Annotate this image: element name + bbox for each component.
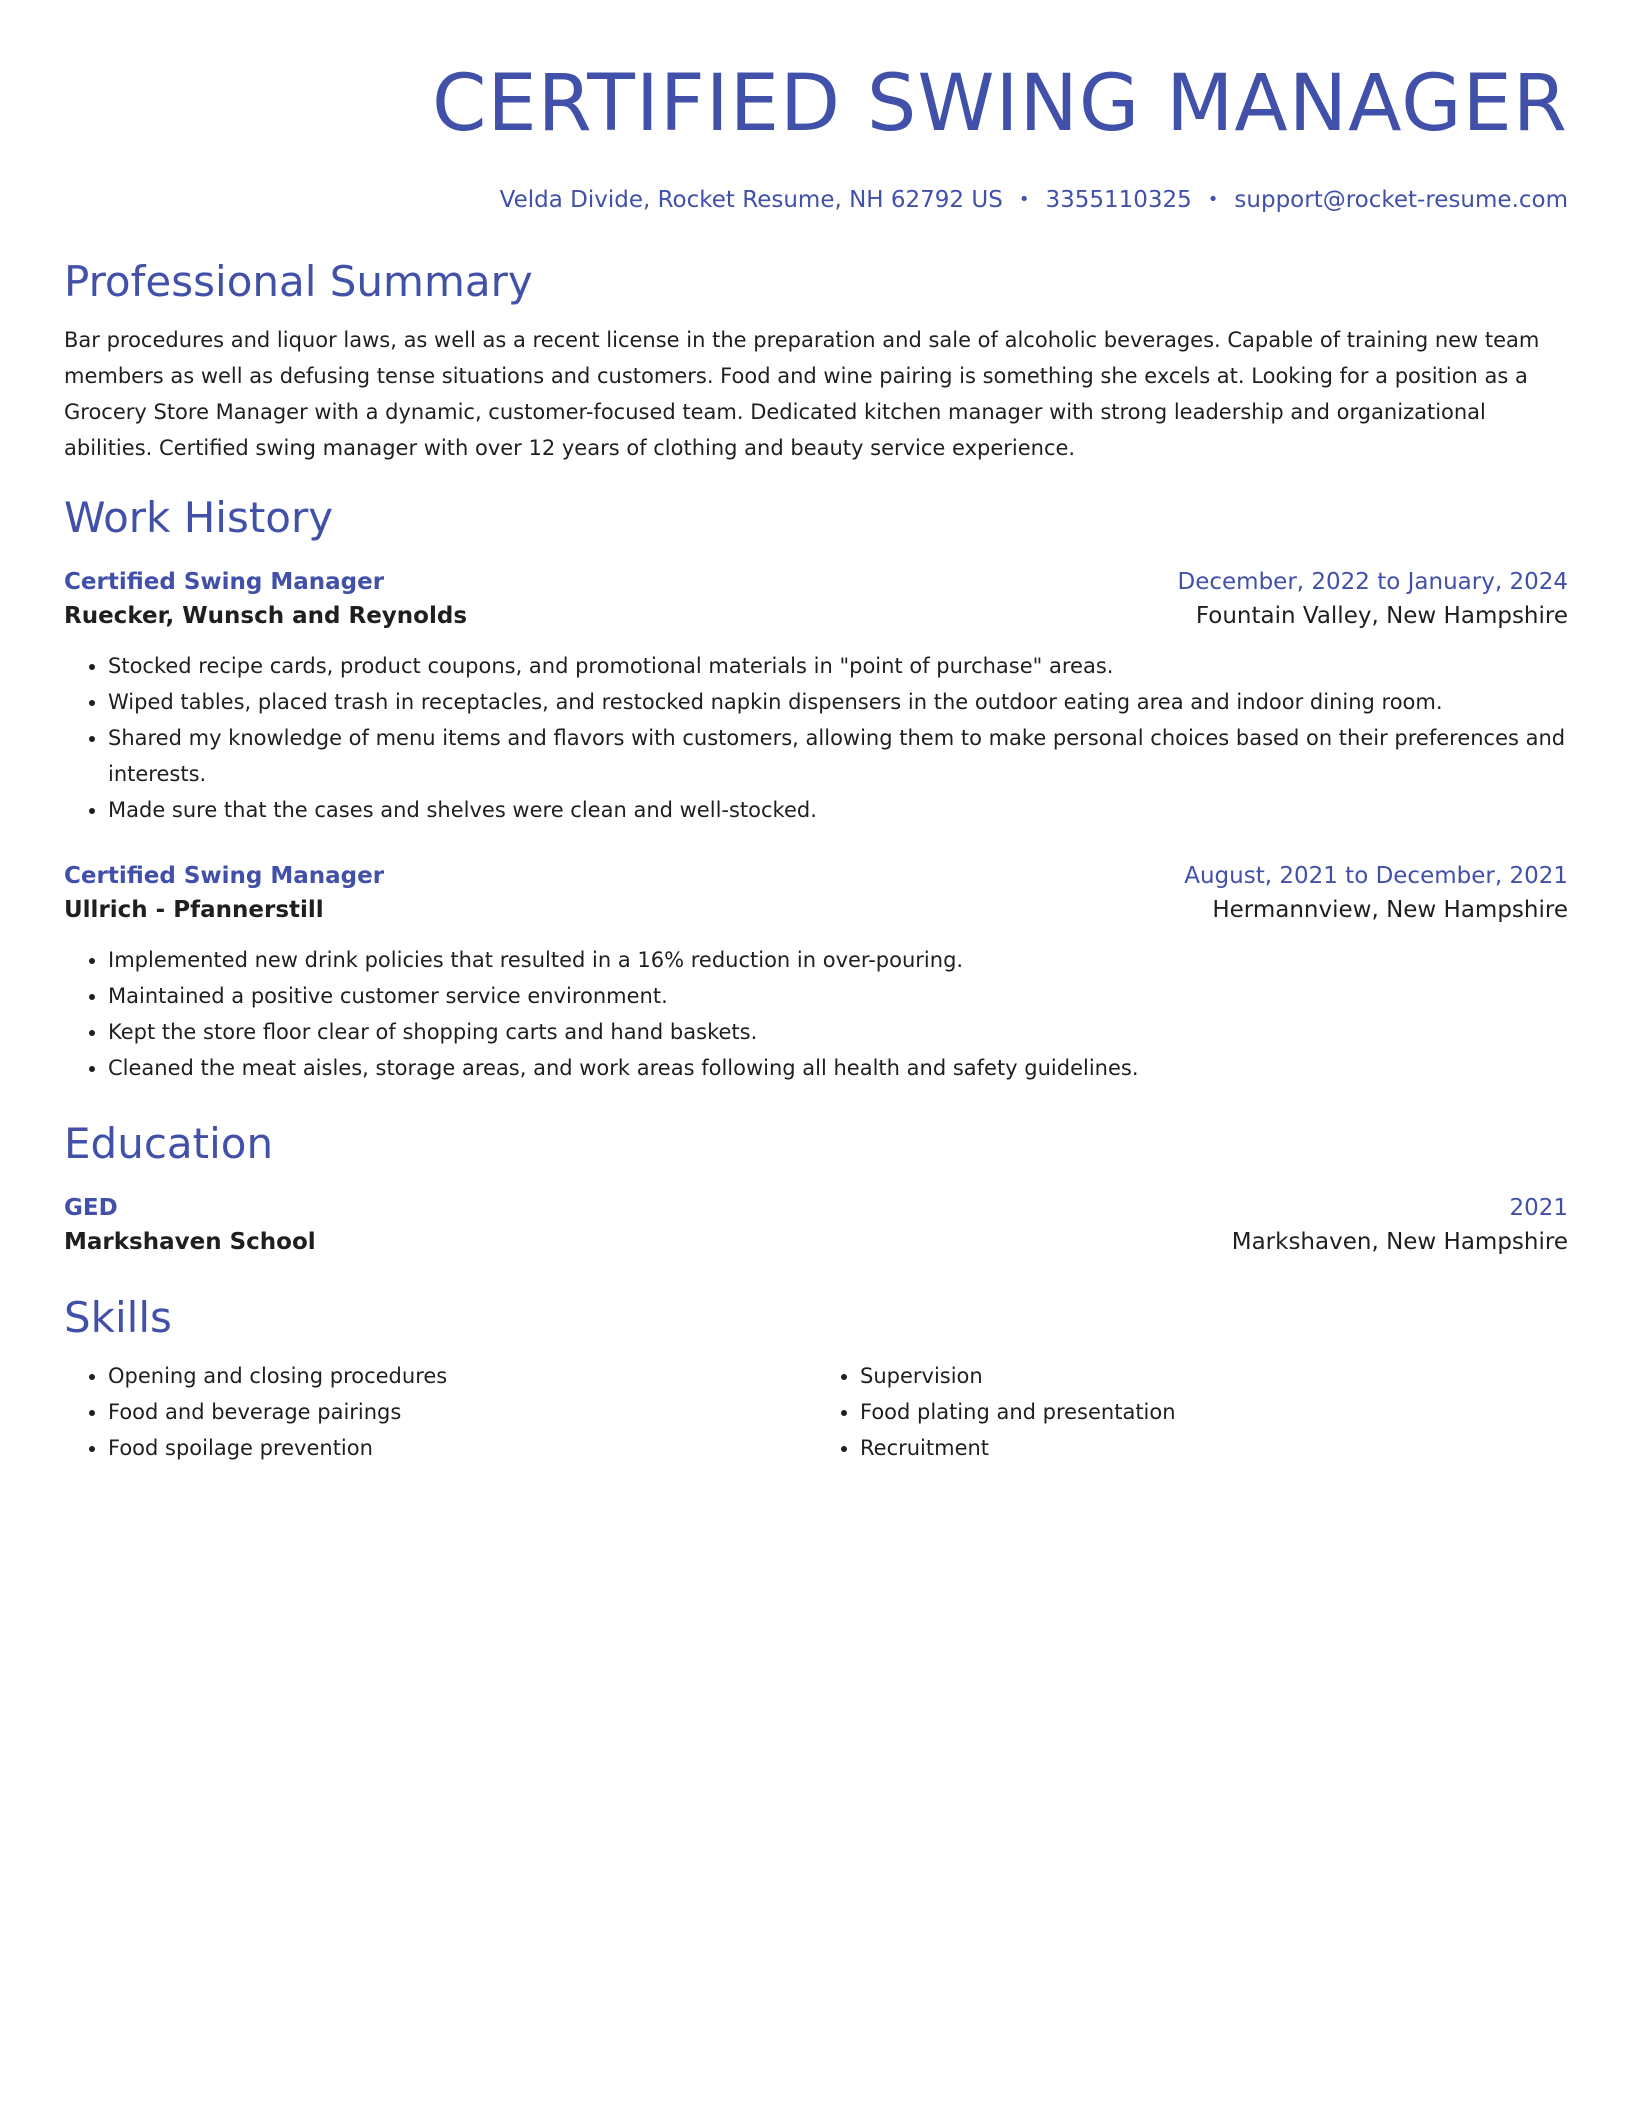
education-school-row (64, 1224, 1568, 1260)
skill-item: • Opening and closing procedures (108, 1358, 816, 1394)
contact-email[interactable]: support@rocket-resume.com (1234, 187, 1568, 213)
contact-address: Velda Divide, Rocket Resume, NH 62792 US (499, 187, 1003, 213)
skills-column-left (64, 1358, 816, 1466)
section-title-work-history: Work History (64, 493, 334, 542)
job-company-row (64, 598, 1568, 634)
contact-phone: 3355110325 (1045, 187, 1192, 213)
job-bullet: • Implemented new drink policies that resulted in a 16% reduction in over-pouring. (108, 942, 1568, 978)
education-year: 2021 (1509, 1195, 1568, 1221)
education-location: Markshaven, New Hampshire (1231, 1229, 1568, 1255)
contact-separator: • (1207, 189, 1219, 210)
skill-item: • Food plating and presentation (860, 1394, 1568, 1430)
skills-grid (64, 1358, 1568, 1466)
job-bullet-list (64, 942, 1568, 1086)
education-degree: GED (64, 1195, 118, 1221)
skill-item: • Recruitment (860, 1430, 1568, 1466)
skills-column-right (816, 1358, 1568, 1466)
job-header-row (64, 860, 1568, 892)
skill-item: • Food and beverage pairings (108, 1394, 816, 1430)
job-entry (64, 566, 1568, 828)
contact-line (64, 184, 1568, 216)
education-school: Markshaven School (64, 1229, 316, 1255)
section-title-skills: Skills (64, 1293, 172, 1342)
job-dates: August, 2021 to December, 2021 (1184, 863, 1568, 889)
job-bullet-list (64, 648, 1568, 828)
job-title: Certified Swing Manager (64, 569, 385, 595)
contact-separator: • (1018, 189, 1030, 210)
job-bullet: • Kept the store floor clear of shopping carts and hand baskets. (108, 1014, 1568, 1050)
skill-item: • Food spoilage prevention (108, 1430, 816, 1466)
job-company: Ruecker, Wunsch and Reynolds (64, 603, 468, 629)
job-dates: December, 2022 to January, 2024 (1177, 569, 1568, 595)
education-entry (64, 1192, 1568, 1260)
section-title-education: Education (64, 1119, 274, 1168)
job-location: Fountain Valley, New Hampshire (1195, 603, 1568, 629)
job-company: Ullrich - Pfannerstill (64, 897, 324, 923)
job-header-row (64, 566, 1568, 598)
job-bullet: • Wiped tables, placed trash in receptacles, and restocked napkin dispensers in the outdoor eating area and indoor dining room. (108, 684, 1568, 720)
job-bullet: • Made sure that the cases and shelves were clean and well-stocked. (108, 792, 1568, 828)
job-bullet: • Stocked recipe cards, product coupons, and promotional materials in "point of purchase" areas. (108, 648, 1568, 684)
summary-text: Bar procedures and liquor laws, as well as a recent license in the preparation and sale of alcoholic beverages. Capable of training new team members as well as defusing tense situations and customers. Food and wine pairing is something she excels at. Looking for a position as a Grocery Store Manager with a dynamic, customer-focused team. Dedicated kitchen manager with strong leadership and organizational abilities. Certified swing manager with over 12 years of clothing and beauty service experience. (64, 328, 1540, 460)
section-title-summary: Professional Summary (64, 257, 533, 306)
candidate-name: CERTIFIED SWING MANAGER (431, 59, 1568, 149)
job-bullet: • Maintained a positive customer service environment. (108, 978, 1568, 1014)
job-location: Hermannview, New Hampshire (1212, 897, 1568, 923)
resume-header (64, 56, 1568, 216)
skill-item: • Supervision (860, 1358, 1568, 1394)
job-company-row (64, 892, 1568, 928)
job-entry (64, 860, 1568, 1086)
job-title: Certified Swing Manager (64, 863, 385, 889)
job-bullet: • Cleaned the meat aisles, storage areas, and work areas following all health and safety guidelines. (108, 1050, 1568, 1086)
job-bullet: • Shared my knowledge of menu items and flavors with customers, allowing them to make personal choices based on their preferences and interests. (108, 720, 1568, 792)
education-header-row (64, 1192, 1568, 1224)
